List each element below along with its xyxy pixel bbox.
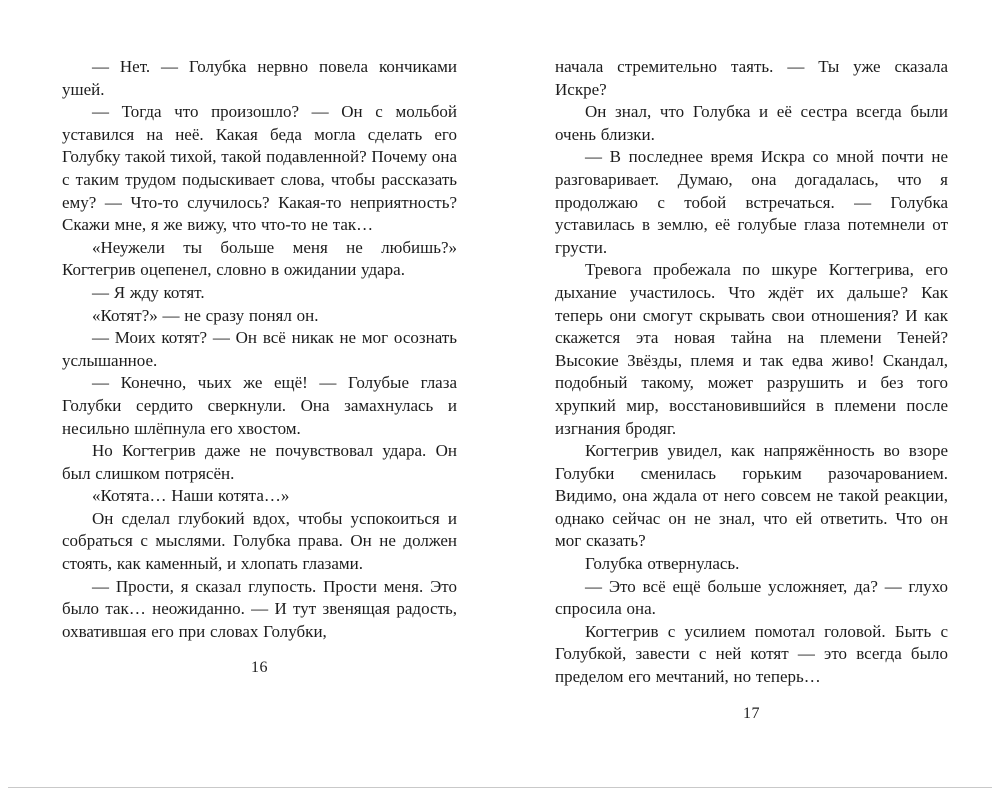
page-number-left: 16 (251, 659, 268, 677)
paragraph: Когтегрив с усилием помотал головой. Быть с Голубкой, завести с ней котят — это всегда было пределом его мечтаний, но теперь… (555, 621, 948, 687)
paragraph: — В последнее время Искра со мной почти не разговаривает. Думаю, она догадалась, что я продолжаю с тобой встречаться. — Голубка уставилась в землю, её голубые глаза потемнели от грусти. (555, 147, 948, 257)
paragraph: Он знал, что Голубка и её сестра всегда были очень близки. (555, 102, 948, 144)
paragraph: — Нет. — Голубка нервно повела кончиками ушей. (62, 57, 457, 99)
page-left-text (62, 56, 457, 643)
paragraph: Когтегрив увидел, как напряжённость во взоре Голубки сменилась горьким разочарованием. Видимо, она ждала от него совсем не такой реакции, однако сейчас он не знал, что ей ответить. Что он мог сказать? (555, 441, 948, 551)
page-number-right: 17 (743, 704, 760, 722)
paragraph: — Моих котят? — Он всё никак не мог осознать услышанное. (62, 328, 457, 370)
paragraph: Тревога пробежала по шкуре Когтегрива, его дыхание участилось. Что ждёт их дальше? Как теперь они смогут скрывать свои отношения? И как скажется эта новая тайна на племени Теней? Высокие Звёзды, племя и так едва живо! Скандал, подобный такому, может разрушить и без того хрупкий мир, восстановившийся в племени после изгнания бродяг. (555, 260, 948, 438)
paragraph: Но Когтегрив даже не почувствовал удара. Он был слишком потрясён. (62, 441, 457, 483)
paragraph: «Котята… Наши котята…» (92, 486, 290, 506)
paragraph: Голубка отвернулась. (585, 554, 740, 574)
page-right-text (555, 56, 948, 689)
paragraph: — Это всё ещё больше усложняет, да? — глухо спросила она. (555, 576, 948, 619)
paragraph: «Котят?» — не сразу понял он. (92, 305, 319, 325)
paragraph: — Тогда что произошло? — Он с мольбой уставился на неё. Какая беда могла сделать его Голубку такой тихой, такой подавленной? Почему она с таким трудом подыскивает слова, чтобы рассказать ему? — Что-то случилось? Какая-то неприятность? Скажи мне, я же вижу, что что-то не так… (62, 102, 457, 235)
paragraph: — Прости, я сказал глупость. Прости меня. Это было так… неожиданно. — И тут звенящая радость, охватившая его при словах Голубки, (62, 576, 457, 641)
paragraph: — Конечно, чьих же ещё! — Голубые глаза Голубки сердито сверкнули. Она замахнулась и несильно шлёпнула его хвостом. (62, 373, 457, 438)
paragraph: начала стремительно таять. — Ты уже сказала Искре? (555, 57, 948, 99)
page-edge-line (8, 787, 992, 788)
paragraph: — Я жду котят. (92, 282, 205, 302)
paragraph: Он сделал глубокий вдох, чтобы успокоиться и собраться с мыслями. Голубка права. Он не должен стоять, как каменный, и хлопать глазами. (62, 508, 457, 574)
page-left (62, 56, 457, 800)
page-right (555, 56, 948, 800)
paragraph: «Неужели ты больше меня не любишь?» Когтегрив оцепенел, словно в ожидании удара. (62, 237, 457, 280)
